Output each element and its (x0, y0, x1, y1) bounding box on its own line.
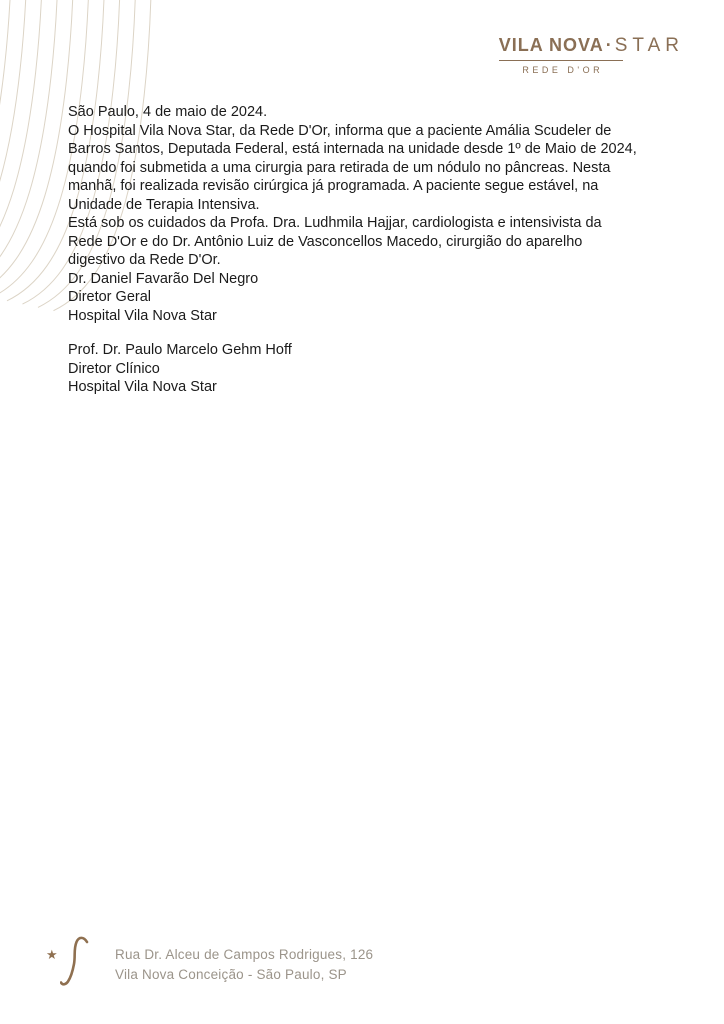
footer-address-line2: Vila Nova Conceição - São Paulo, SP (115, 966, 347, 982)
footer-address (115, 945, 373, 984)
signature-name: Dr. Daniel Favarão Del Negro (68, 270, 259, 287)
brand-subtitle: REDE D'OR (522, 65, 604, 75)
brand-logo (499, 35, 684, 75)
script-s-icon (60, 936, 92, 988)
signature-role: Diretor Clínico (68, 360, 160, 377)
letter-paragraph-2: Está sob os cuidados da Profa. Dra. Ludhmila Hajjar, cardiologista e intensivista da Rede D'Or e do Dr. Antônio Luiz de Vasconcellos Macedo, cirurgião do aparelho digestivo da Rede D'Or. (68, 215, 602, 268)
brand-name-bold: VILA NOVA (498, 35, 604, 55)
brand-logo-wordmark (499, 35, 684, 57)
signature-block-2 (68, 341, 638, 397)
letter-paragraph-1: O Hospital Vila Nova Star, da Rede D'Or, informa que a paciente Amália Scudeler de Barros Santos, Deputada Federal, está internada na unidade desde 1º de Maio de 2024, quando foi submetida a uma cirurgia para retirada de um nódulo no pâncreas. Nesta manhã, foi realizada revisão cirúrgica já programada. A paciente segue estável, na Unidade de Terapia Intensiva. (68, 122, 637, 213)
letter-date: São Paulo, 4 de maio de 2024. (68, 104, 268, 120)
letter-footer (44, 936, 373, 992)
signature-org: Hospital Vila Nova Star (68, 379, 217, 395)
letter-body (68, 103, 638, 413)
signature-block-1 (68, 270, 638, 326)
signature-name: Prof. Dr. Paulo Marcelo Gehm Hoff (68, 342, 292, 358)
brand-mark (44, 936, 115, 992)
brand-name-separator: · (605, 35, 613, 55)
signature-role: Diretor Geral (68, 289, 151, 305)
signature-org: Hospital Vila Nova Star (68, 307, 217, 324)
brand-name-thin: STAR (614, 35, 684, 56)
brand-logo-rule (499, 60, 623, 61)
footer-address-line1: Rua Dr. Alceu de Campos Rodrigues, 126 (115, 947, 374, 962)
star-icon: ★ (46, 947, 58, 962)
